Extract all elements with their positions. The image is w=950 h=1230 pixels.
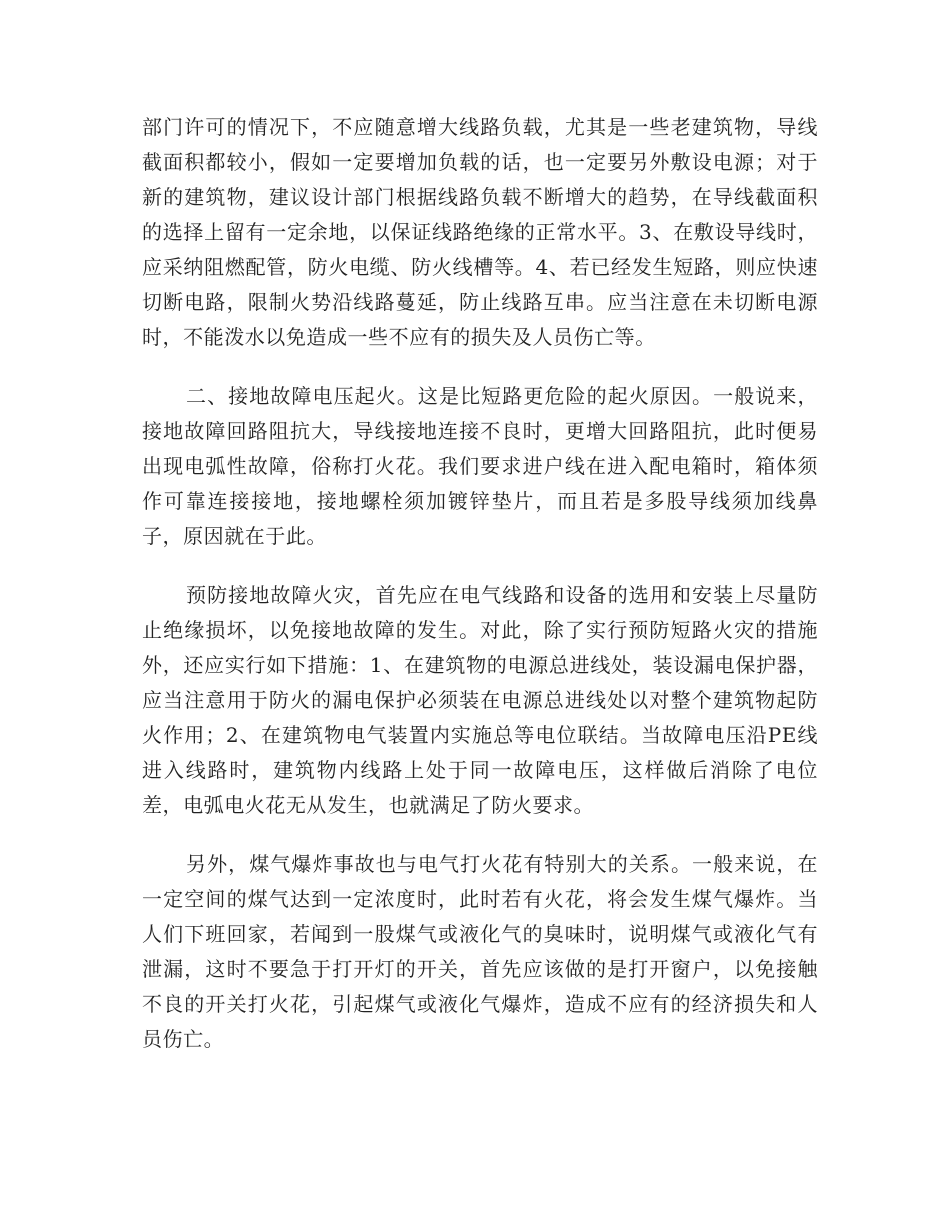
paragraph-continuation-short-circuit: 部门许可的情况下，不应随意增大线路负载，尤其是一些老建筑物，导线截面积都较小，假如一定要增加负载的话，也一定要另外敷设电源；对于新的建筑物，建议设计部门根据线路负载不断增大的趋势，在导线截面积的选择上留有一定余地，以保证线路绝缘的正常水平。3、在敷设导线时，应采纳阻燃配管，防火电缆、防火线槽等。4、若已经发生短路，则应快速切断电路，限制火势沿线路蔓延，防止线路互串。应当注意在未切断电源时，不能泼水以免造成一些不应有的损失及人员伤亡等。 bbox=[142, 115, 818, 349]
paragraph-ground-fault-prevention: 预防接地故障火灾，首先应在电气线路和设备的选用和安装上尽量防止绝缘损坏，以免接地故障的发生。对此，除了实行预防短路火灾的措施外，还应实行如下措施：1、在建筑物的电源总进线处，装设漏电保护器，应当注意用于防火的漏电保护必须装在电源总进线处以对整个建筑物起防火作用；2、在建筑物电气装置内实施总等电位联结。当故障电压沿PE线进入线路时，建筑物内线路上处于同一故障电压，这样做后消除了电位差，电弧电火花无从发生，也就满足了防火要求。 bbox=[142, 583, 818, 817]
paragraph-gas-explosion: 另外，煤气爆炸事故也与电气打火花有特别大的关系。一般来说，在一定空间的煤气达到一定浓度时，此时若有火花，将会发生煤气爆炸。当人们下班回家，若闻到一股煤气或液化气的臭味时，说明煤气或液化气有泄漏，这时不要急于打开灯的开关，首先应该做的是打开窗户，以免接触不良的开关打火花，引起煤气或液化气爆炸，造成不应有的经济损失和人员伤亡。 bbox=[142, 852, 818, 1051]
paragraph-ground-fault-voltage: 二、接地故障电压起火。这是比短路更危险的起火原因。一般说来，接地故障回路阻抗大，导线接地连接不良时，更增大回路阻抗，此时便易出现电弧性故障，俗称打火花。我们要求进户线在进入配电箱时，箱体须作可靠连接接地，接地螺栓须加镀锌垫片，而且若是多股导线须加线鼻子，原因就在于此。 bbox=[142, 384, 818, 548]
document-body bbox=[142, 110, 818, 1081]
